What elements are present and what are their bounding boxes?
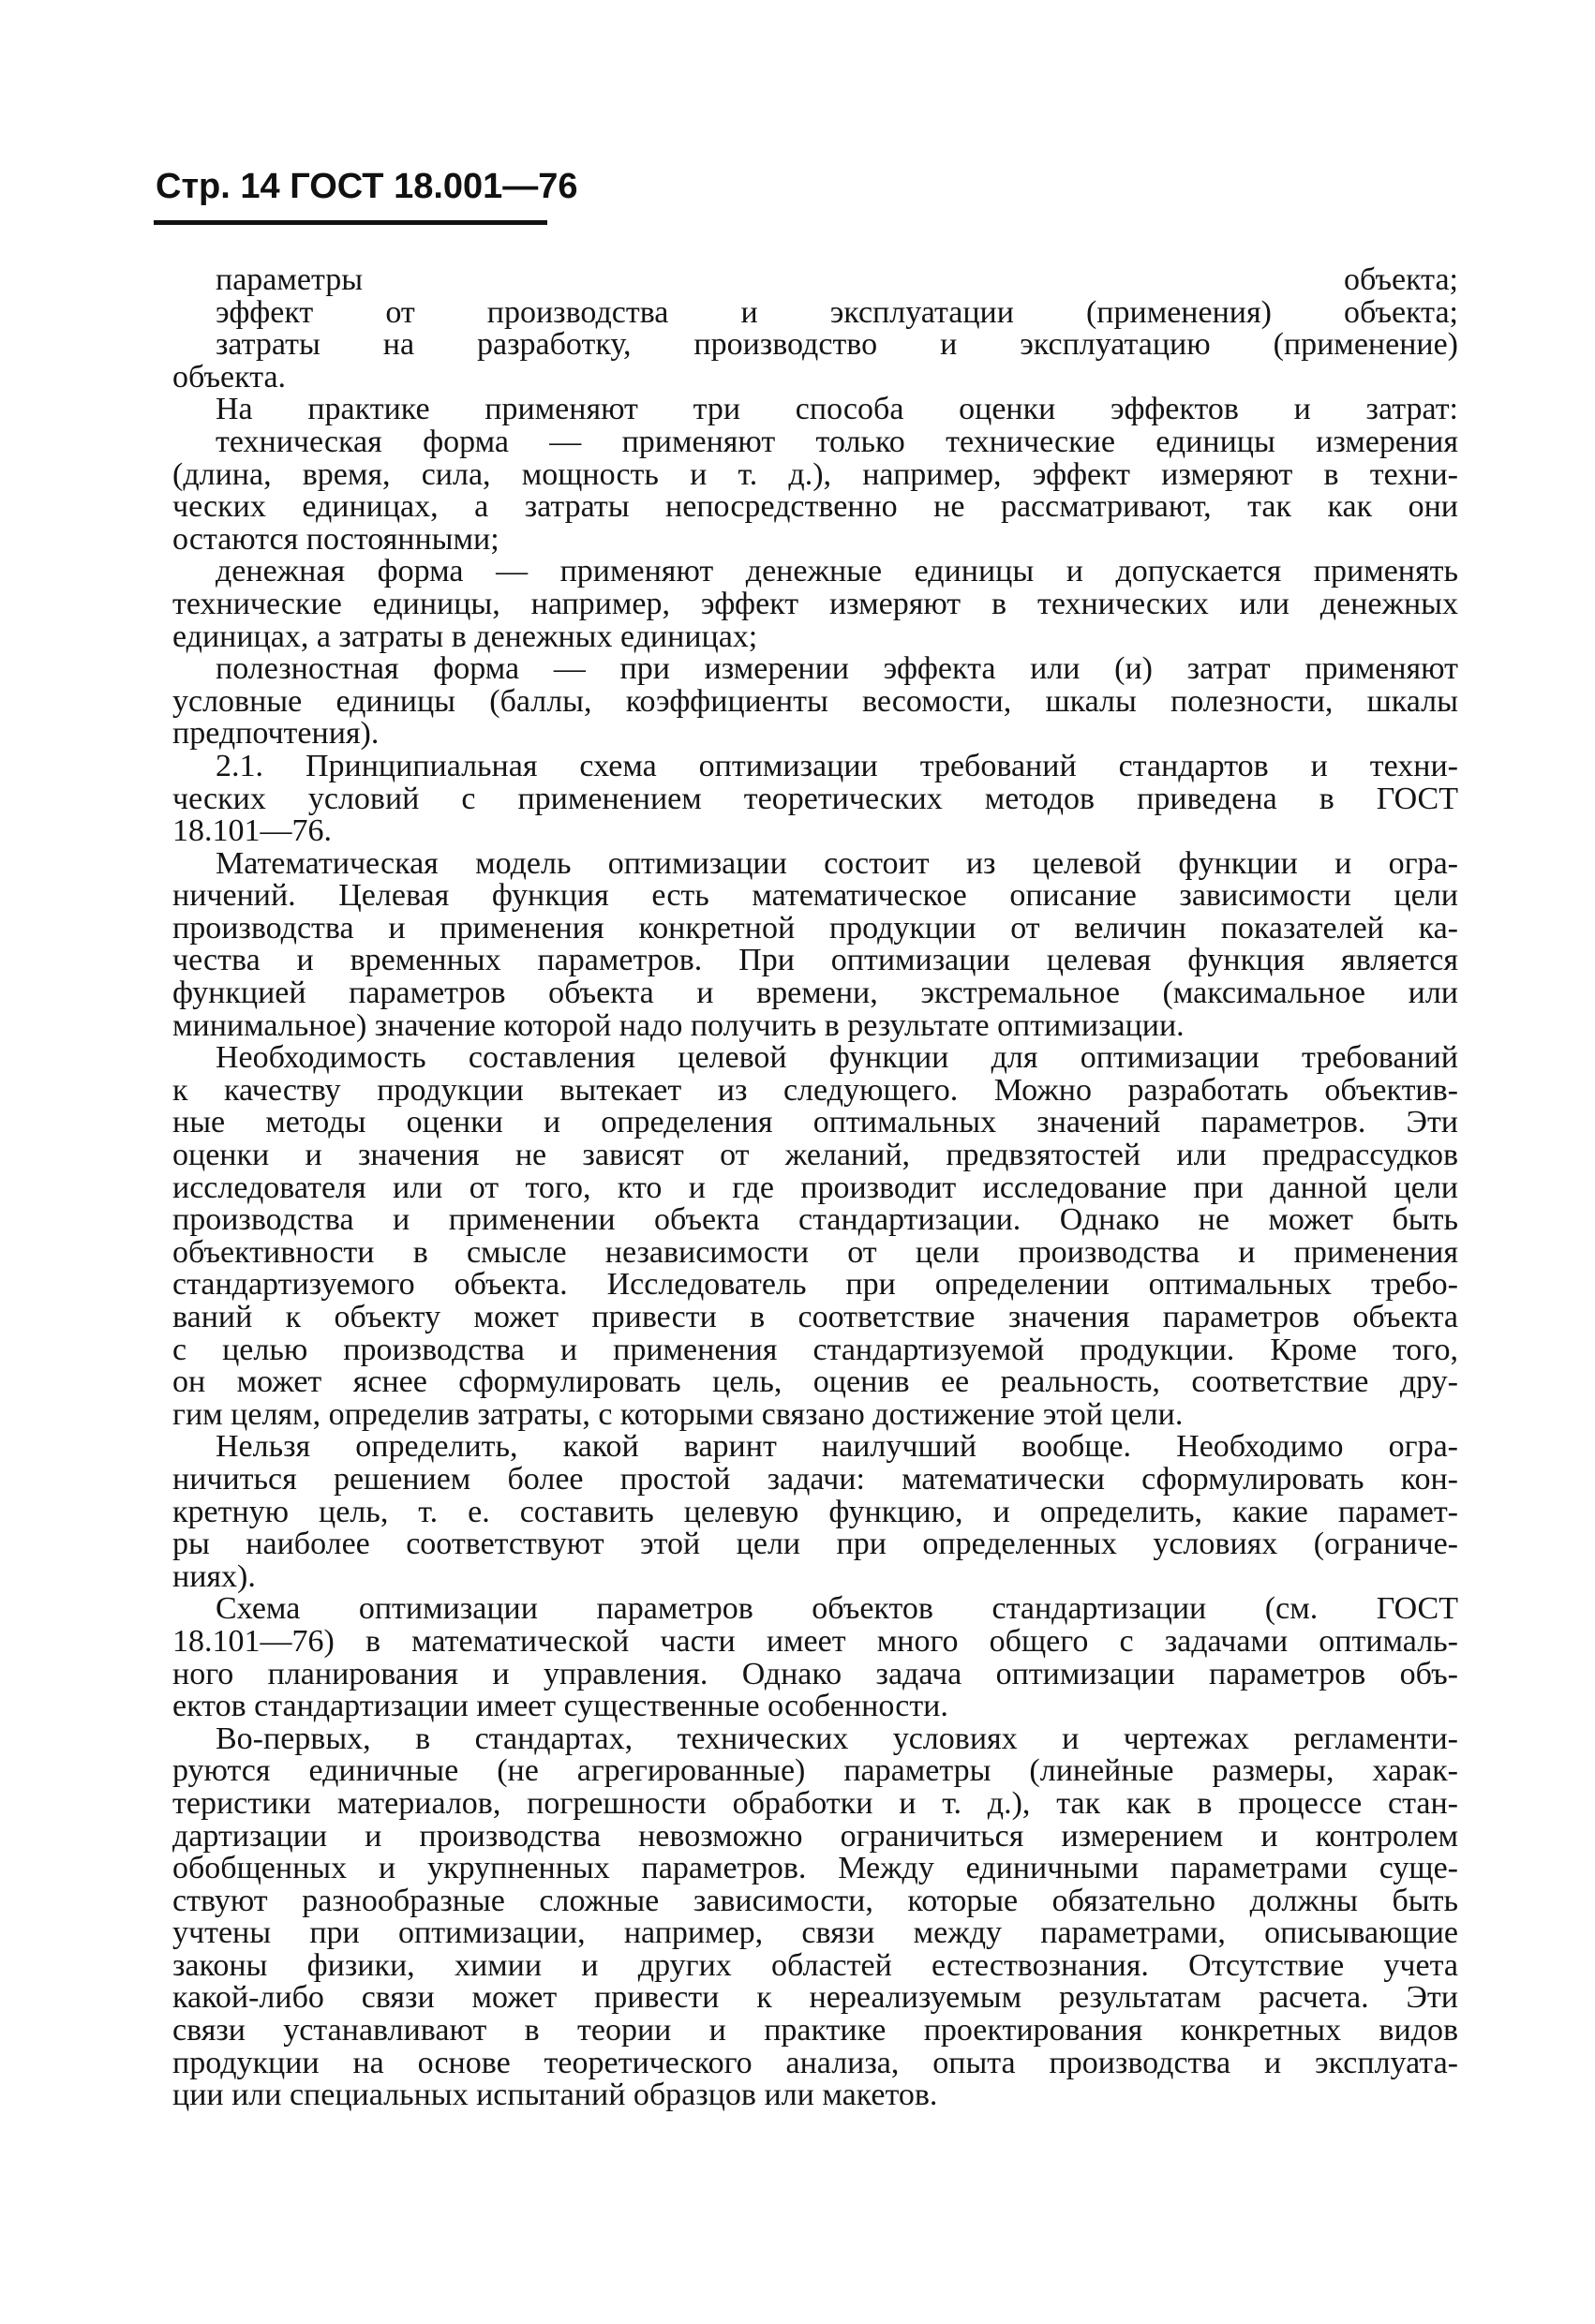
text-line: гим целям, определив затраты, с которыми связано достижение этой цели. xyxy=(172,1396,1184,1432)
text-line: законы физики, химии и других областей естествознания. Отсутствие учета xyxy=(172,1947,1458,1983)
text-line: ствуют разнообразные сложные зависимости, которые обязательно должны быть xyxy=(172,1883,1458,1918)
text-line: он может яснее сформулировать цель, оценив ее реальность, соответствие дру- xyxy=(172,1364,1458,1400)
text-line: ческих единицах, а затраты непосредственно не рассматривают, так как они xyxy=(172,489,1458,525)
text-line: (длина, время, сила, мощность и т. д.), например, эффект измеряют в техни- xyxy=(172,456,1458,492)
text-line: связи устанавливают в теории и практике проектирования конкретных видов xyxy=(172,2013,1458,2048)
text-line: минимальное) значение которой надо получить в результате оптимизации. xyxy=(172,1007,1185,1043)
text-line: Необходимость составления целевой функции для оптимизации требований xyxy=(216,1040,1458,1076)
text-line: функцией параметров объекта и времени, экстремальное (максимальное или xyxy=(172,976,1458,1011)
text-line: параметры объекта; xyxy=(216,262,1458,297)
text-line: 18.101—76) в математической части имеет много общего с задачами оптималь- xyxy=(172,1623,1458,1659)
text-line: Во-первых, в стандартах, технических условиях и чертежах регламенти- xyxy=(216,1721,1458,1756)
text-line: производства и применении объекта стандартизации. Однако не может быть xyxy=(172,1202,1458,1238)
text-line: стандартизуемого объекта. Исследователь при определении оптимальных требо- xyxy=(172,1267,1458,1303)
text-line: к качеству продукции вытекает из следующего. Можно разработать объектив- xyxy=(172,1072,1458,1108)
text-line: денежная форма — применяют денежные единицы и допускается применять xyxy=(216,554,1458,589)
text-line: теристики материалов, погрешности обработки и т. д.), так как в процессе стан- xyxy=(172,1785,1458,1821)
text-line: руются единичные (не агрегированные) параметры (линейные размеры, харак- xyxy=(172,1753,1458,1789)
text-line: Математическая модель оптимизации состоит из целевой функции и огра- xyxy=(216,845,1458,881)
text-line: продукции на основе теоретического анализа, опыта производства и эксплуата- xyxy=(172,2045,1458,2080)
text-line: ные методы оценки и определения оптимальных значений параметров. Эти xyxy=(172,1105,1458,1140)
text-line: 18.101—76. xyxy=(172,813,332,849)
text-line: Нельзя определить, какой варинт наилучший вообще. Необходимо огра- xyxy=(216,1429,1458,1465)
text-line: предпочтения). xyxy=(172,716,380,752)
text-line: условные единицы (баллы, коэффициенты весомости, шкалы полезности, шкалы xyxy=(172,683,1458,719)
text-line: обобщенных и укрупненных параметров. Между единичными параметрами суще- xyxy=(172,1851,1458,1886)
text-line: ваний к объекту может привести в соответствие значения параметров объекта xyxy=(172,1300,1458,1334)
text-line: с целью производства и применения стандартизуемой продукции. Кроме того, xyxy=(172,1332,1458,1367)
text-line: ектов стандартизации имеет существенные особенности. xyxy=(172,1689,948,1724)
text-line: исследователя или от того, кто и где производит исследование при данной цели xyxy=(172,1169,1458,1205)
text-line: Схема оптимизации параметров объектов стандартизации (см. ГОСТ xyxy=(216,1591,1458,1627)
text-line: производства и применения конкретной продукции от величин показателей ка- xyxy=(172,910,1458,946)
page-header: Стр. 14 ГОСТ 18.001—76 xyxy=(156,167,578,206)
text-line: ниях). xyxy=(172,1558,256,1594)
text-line: дартизации и производства невозможно ограничиться измерением и контролем xyxy=(172,1818,1458,1854)
text-line: ничений. Целевая функция есть математическое описание зависимости цели xyxy=(172,878,1458,914)
text-line: ничиться решением более простой задачи: математически сформулировать кон- xyxy=(172,1461,1458,1497)
text-line: ции или специальных испытаний образцов или макетов. xyxy=(172,2078,938,2113)
text-line: объекта. xyxy=(172,359,287,395)
text-line: технические единицы, например, эффект измеряют в технических или денежных xyxy=(172,586,1458,621)
text-line: объективности в смысле независимости от цели производства и применения xyxy=(172,1234,1458,1270)
text-line: учтены при оптимизации, например, связи между параметрами, описывающие xyxy=(172,1915,1458,1951)
text-line: затраты на разработку, производство и эксплуатацию (применение) xyxy=(216,327,1458,363)
text-line: единицах, а затраты в денежных единицах; xyxy=(172,618,758,654)
text-line: остаются постоянными; xyxy=(172,521,499,557)
text-line: техническая форма — применяют только технические единицы измерения xyxy=(216,424,1458,459)
text-line: ного планирования и управления. Однако задача оптимизации параметров объ- xyxy=(172,1656,1458,1691)
text-line: полезностная форма — при измерении эффекта или (и) затрат применяют xyxy=(216,651,1458,687)
text-line: кретную цель, т. е. составить целевую функцию, и определить, какие парамет- xyxy=(172,1494,1458,1529)
text-line: 2.1. Принципиальная схема оптимизации требований стандартов и техни- xyxy=(216,748,1458,783)
text-line: ры наиболее соответствуют этой цели при определенных условиях (ограниче- xyxy=(172,1527,1458,1562)
text-line: На практике применяют три способа оценки эффектов и затрат: xyxy=(216,392,1458,427)
text-line: оценки и значения не зависят от желаний, предвзятостей или предрассудков xyxy=(172,1138,1458,1173)
text-line: ческих условий с применением теоретических методов приведена в ГОСТ xyxy=(172,781,1458,816)
text-line: какой-либо связи может привести к нереализуемым результатам расчета. Эти xyxy=(172,1980,1458,2016)
text-line: чества и временных параметров. При оптимизации целевая функция является xyxy=(172,943,1458,978)
header-rule xyxy=(154,220,547,225)
body-text xyxy=(172,264,1458,2112)
text-line: эффект от производства и эксплуатации (применения) объекта; xyxy=(216,294,1458,330)
